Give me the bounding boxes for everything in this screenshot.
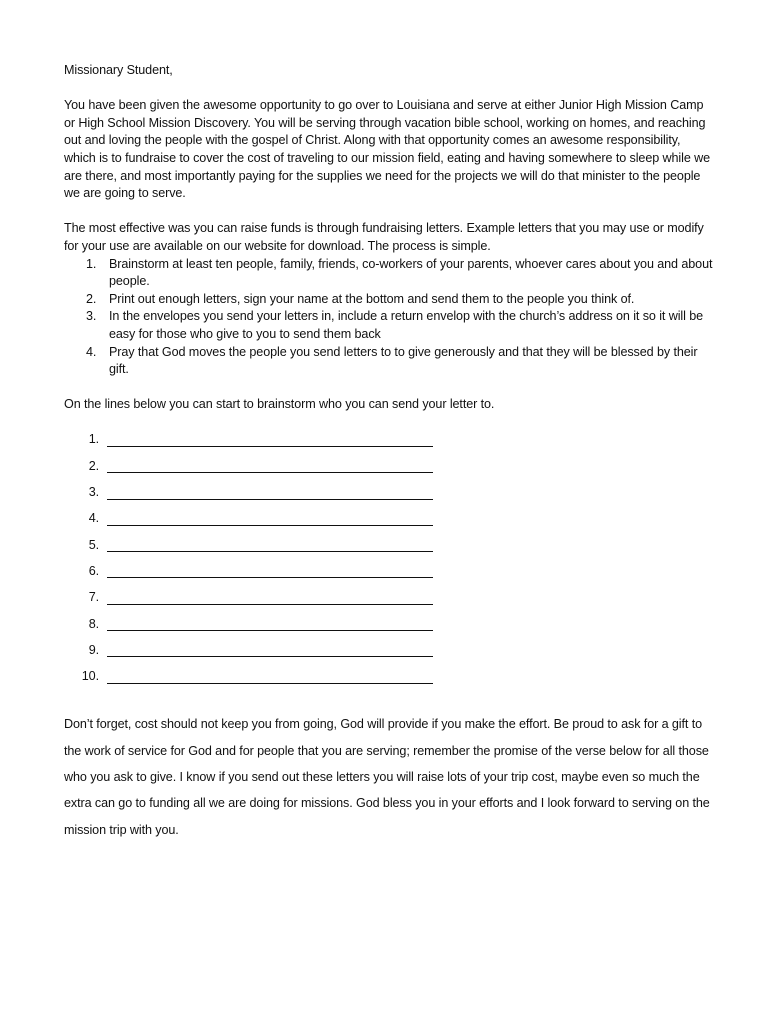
blank-line-row — [64, 431, 714, 457]
line-number: 5. — [88, 537, 99, 552]
brainstorm-instructions: On the lines below you can start to brainstorm who you can send your letter to. — [64, 397, 495, 412]
line-number: 2. — [88, 458, 99, 473]
line-number: 3. — [88, 485, 99, 500]
fill-in-line[interactable] — [107, 472, 433, 473]
blank-line-row — [64, 668, 714, 694]
blank-line-row — [64, 510, 714, 536]
step-number: 1. — [86, 256, 97, 271]
blank-line-row — [64, 563, 714, 589]
intro-paragraph: You have been given the awesome opportunity to go over to Louisiana and serve at either Junior High Mission Camp or High School Mission Discovery. You will be serving through vacation bible school, working on homes, and reaching out and loving the people with the gospel of Christ. Along with that opportunity comes an awesome responsibility, which is to fundraise to cover the cost of traveling to our mission field, eating and having somewhere to sleep while we are there, and most importantly paying for the supplies we need for the projects we will do that minister to the people we are going to serve. — [64, 98, 711, 201]
line-number: 8. — [88, 616, 99, 631]
line-number: 10. — [81, 669, 99, 684]
blank-line-row — [64, 537, 714, 563]
fill-in-line[interactable] — [107, 683, 433, 684]
line-number: 4. — [88, 511, 99, 526]
closing-paragraph: Don’t forget, cost should not keep you from going, God will provide if you make the effort. Be proud to ask for a gift to the work of service for God and for people that you are serving; remember the promise of the verse below for all those who you ask to give. I know if you send out these letters you will raise lots of your trip cost, maybe even so much the extra can go to funding all we are doing for missions. God bless you in your efforts and I look forward to serving on the mission trip with you. — [64, 717, 710, 837]
step-number: 2. — [86, 291, 97, 306]
step-number: 3. — [86, 309, 97, 324]
blank-line-row — [64, 589, 714, 615]
salutation: Missionary Student, — [64, 63, 173, 77]
fill-in-line[interactable] — [107, 446, 433, 447]
step-item — [64, 308, 714, 343]
step-number: 4. — [86, 344, 97, 359]
step-text: Pray that God moves the people you send letters to to give generously and that they will be blessed by their gift. — [109, 344, 698, 377]
letter-page — [64, 62, 714, 843]
fill-in-line[interactable] — [107, 551, 433, 552]
blank-line-row — [64, 642, 714, 668]
fill-in-line[interactable] — [107, 604, 433, 605]
step-text: In the envelopes you send your letters in, include a return envelop with the church’s address on it so it will be easy for those who give to you to send them back — [109, 309, 704, 341]
process-steps-list — [64, 256, 714, 379]
fill-in-line[interactable] — [107, 499, 433, 500]
fundraising-paragraph: The most effective was you can raise funds is through fundraising letters. Example letters that you may use or modify for your use are available on our website for download. The process is simple. — [64, 221, 704, 253]
step-text: Print out enough letters, sign your name at the bottom and send them to the people you think of. — [109, 291, 635, 306]
blank-line-row — [64, 458, 714, 484]
blank-line-row — [64, 616, 714, 642]
fill-in-line[interactable] — [107, 525, 433, 526]
fill-in-line[interactable] — [107, 656, 433, 657]
fill-in-line[interactable] — [107, 630, 433, 631]
step-item — [64, 291, 714, 309]
line-number: 7. — [88, 590, 99, 605]
line-number: 6. — [88, 563, 99, 578]
line-number: 1. — [88, 432, 99, 447]
line-number: 9. — [88, 642, 99, 657]
fill-in-line[interactable] — [107, 577, 433, 578]
step-item — [64, 256, 714, 291]
brainstorm-lines — [64, 431, 714, 694]
step-text: Brainstorm at least ten people, family, friends, co-workers of your parents, whoever cares about you and about people. — [109, 256, 713, 289]
blank-line-row — [64, 484, 714, 510]
step-item — [64, 344, 714, 379]
